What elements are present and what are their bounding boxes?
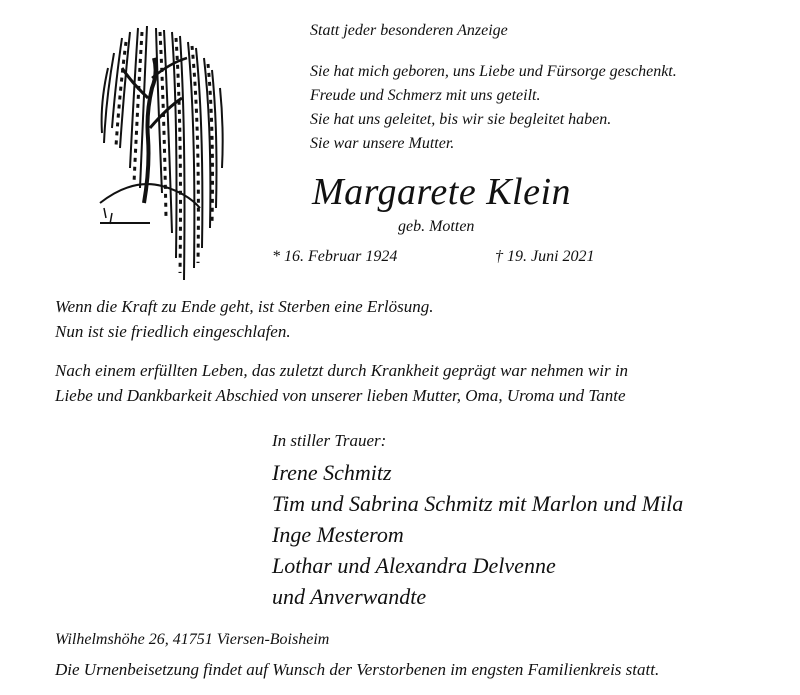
verse-line: Freude und Schmerz mit uns geteilt. [310,87,541,104]
mourner-name: Inge Mesterom [272,522,404,547]
family-address: Wilhelmshöhe 26, 41751 Viersen-Boisheim [55,631,330,648]
notice-heading: Statt jeder besonderen Anzeige [310,22,508,39]
weeping-willow-icon [92,18,232,288]
birth-date: * 16. Februar 1924 [272,248,398,265]
farewell-line: Liebe und Dankbarkeit Abschied von unserer lieben Mutter, Oma, Uroma und Tante [55,386,626,405]
mourner-name: Tim und Sabrina Schmitz mit Marlon und Mila [272,491,684,516]
urn-burial-note: Die Urnenbeisetzung findet auf Wunsch der Verstorbenen im engsten Familienkreis statt. [55,660,660,679]
deceased-name: Margarete Klein [312,171,572,213]
mourner-name: Lothar und Alexandra Delvenne [272,553,556,578]
farewell-block [55,358,628,408]
farewell-line: Nach einem erfüllten Leben, das zuletzt durch Krankheit geprägt war nehmen wir in [55,361,629,380]
mourner-name: Irene Schmitz [272,460,392,485]
mourners-list [272,457,683,612]
verse-block [310,60,677,156]
verse-line: Sie hat mich geboren, uns Liebe und Fürsorge geschenkt. [310,63,677,80]
quote-line: Wenn die Kraft zu Ende geht, ist Sterben eine Erlösung. [55,297,434,316]
verse-line: Sie hat uns geleitet, bis wir sie begleitet haben. [310,111,612,128]
verse-line: Sie war unsere Mutter. [310,135,455,152]
mourning-intro: In stiller Trauer: [272,431,387,450]
mourner-name: und Anverwandte [272,584,427,609]
death-date: † 19. Juni 2021 [495,248,595,265]
quote-block [55,294,434,344]
maiden-name: geb. Motten [398,218,475,235]
quote-line: Nun ist sie friedlich eingeschlafen. [55,322,291,341]
